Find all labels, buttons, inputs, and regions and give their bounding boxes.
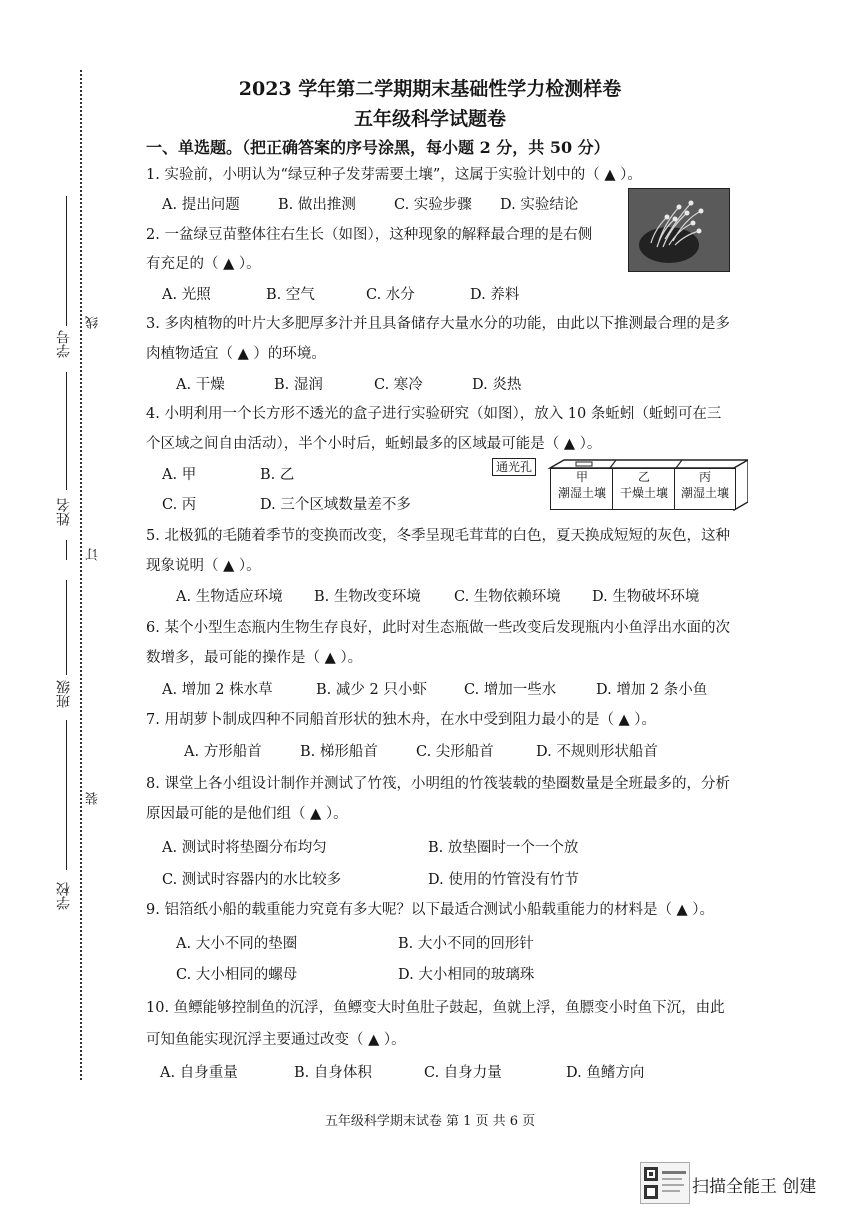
question-9-stem: 9. 铝箔纸小船的载重能力究竟有多大呢？以下最适合测试小船载重能力的材料是（ ▲ ）。	[146, 902, 715, 918]
binding-mark-ding: 订	[86, 548, 101, 561]
question-9-option-b: B. 大小不同的回形针	[398, 936, 534, 952]
question-6-option-d: D. 增加 2 条小鱼	[596, 682, 708, 698]
class-line-upper	[66, 580, 67, 675]
question-8-option-c: C. 测试时容器内的水比较多	[162, 872, 342, 888]
question-2-stem-line1: 2. 一盆绿豆苗整体往右生长（如图），这种现象的解释最合理的是右侧	[146, 227, 593, 243]
question-7-option-c: C. 尖形船首	[416, 744, 494, 760]
question-2-option-d: D. 养料	[470, 287, 520, 303]
question-1-option-b: B. 做出推测	[278, 197, 356, 213]
question-3-option-a: A. 干燥	[176, 377, 225, 393]
student-id-label: 学号	[56, 330, 72, 358]
question-8-option-d: D. 使用的竹管没有竹节	[428, 872, 579, 888]
question-7-stem: 7. 用胡萝卜制成四种不同船首形状的独木舟，在水中受到阻力最小的是（ ▲ ）。	[146, 712, 657, 728]
question-3-option-d: D. 炎热	[472, 377, 522, 393]
question-2-option-b: B. 空气	[266, 287, 315, 303]
question-10-option-a: A. 自身重量	[160, 1065, 238, 1081]
zone-yi-name: 乙	[637, 470, 650, 484]
zone-bing-name: 丙	[698, 470, 711, 484]
question-3-stem-line2: 肉植物适宜（ ▲ ）的环境。	[146, 346, 326, 362]
question-1-option-d: D. 实验结论	[500, 197, 579, 213]
question-5-stem-line2: 现象说明（ ▲ ）。	[146, 558, 261, 574]
class-label: 班级	[56, 680, 72, 708]
question-1-option-c: C. 实验步骤	[394, 197, 472, 213]
exam-subtitle: 五年级科学试题卷	[353, 108, 506, 130]
question-7-option-a: A. 方形船首	[184, 744, 262, 760]
question-6-option-c: C. 增加一些水	[464, 682, 557, 698]
school-line	[66, 850, 67, 870]
page-footer: 五年级科学期末试卷 第 1 页 共 6 页	[324, 1114, 536, 1129]
zone-yi-soil: 干燥土壤	[619, 486, 668, 500]
question-1-option-a: A. 提出问题	[162, 197, 240, 213]
section-heading: 一、单选题。（把正确答案的序号涂黑，每小题 2 分，共 50 分）	[146, 138, 610, 157]
question-10-stem-line1: 10. 鱼鳔能够控制鱼的沉浮，鱼鳔变大时鱼肚子鼓起，鱼就上浮，鱼膘变小时鱼下沉，由此	[146, 1000, 725, 1016]
question-5-stem-line1: 5. 北极狐的毛随着季节的变换而改变，冬季呈现毛茸茸的白色，夏天换成短短的灰色，这种	[146, 528, 730, 544]
question-4-option-d: D. 三个区域数量差不多	[260, 497, 411, 513]
question-9-option-c: C. 大小相同的螺母	[176, 967, 298, 983]
question-5-option-c: C. 生物依赖环境	[454, 589, 561, 605]
question-2-option-a: A. 光照	[162, 287, 211, 303]
zone-jia-name: 甲	[575, 470, 588, 484]
binding-dotted-line	[80, 70, 82, 1080]
question-10-option-b: B. 自身体积	[294, 1065, 372, 1081]
zone-yi	[612, 468, 676, 510]
question-9-option-a: A. 大小不同的垫圈	[176, 936, 298, 952]
question-2-option-c: C. 水分	[366, 287, 415, 303]
question-7-option-d: D. 不规则形状船首	[536, 744, 658, 760]
name-line	[66, 372, 67, 490]
zone-jia	[550, 468, 614, 510]
scanner-logo-icon	[640, 1162, 690, 1204]
question-4-option-b: B. 乙	[260, 467, 295, 483]
binding-mark-line: 线	[86, 316, 101, 329]
question-1-stem: 1. 实验前，小明认为“绿豆种子发芽需要土壤”，这属于实验计划中的（ ▲ ）。	[146, 167, 642, 183]
question-7-option-b: B. 梯形船首	[300, 744, 378, 760]
question-3-option-c: C. 寒冷	[374, 377, 423, 393]
question-2-stem-line2: 有充足的（ ▲ ）。	[146, 256, 261, 272]
question-6-option-b: B. 减少 2 只小虾	[316, 682, 427, 698]
question-4-option-a: A. 甲	[162, 467, 197, 483]
zone-bing-soil: 潮湿土壤	[680, 486, 729, 500]
question-6-option-a: A. 增加 2 株水草	[162, 682, 273, 698]
question-3-option-b: B. 湿润	[274, 377, 323, 393]
binding-mark-zhuang: 装	[86, 792, 101, 805]
question-4-stem-line2: 个区域之间自由活动），半个小时后，蚯蚓最多的区域最可能是（ ▲ ）。	[146, 436, 602, 452]
question-3-stem-line1: 3. 多肉植物的叶片大多肥厚多汁并且具备储存大量水分的功能，由此以下推测最合理的是多	[146, 316, 730, 332]
scanner-watermark: 扫描全能王 创建	[692, 1177, 817, 1197]
school-label: 学校	[56, 882, 72, 910]
exam-title: 2023 学年第二学期期末基础性学力检测样卷	[238, 78, 622, 100]
question-10-option-c: C. 自身力量	[424, 1065, 502, 1081]
question-8-option-b: B. 放垫圈时一个一个放	[428, 840, 579, 856]
question-5-option-b: B. 生物改变环境	[314, 589, 421, 605]
question-5-option-d: D. 生物破坏环境	[592, 589, 700, 605]
question-5-option-a: A. 生物适应环境	[176, 589, 283, 605]
zone-bing	[674, 468, 736, 510]
earthworm-box-figure	[492, 458, 748, 518]
question-8-option-a: A. 测试时将垫圈分布均匀	[162, 840, 327, 856]
student-id-line	[66, 196, 67, 326]
class-line-lower	[66, 720, 67, 860]
question-9-option-d: D. 大小相同的玻璃珠	[398, 967, 535, 983]
light-hole-label: 通光孔	[492, 458, 536, 476]
question-10-stem-line2: 可知鱼能实现沉浮主要通过改变（ ▲ ）。	[146, 1032, 406, 1048]
question-6-stem-line1: 6. 某个小型生态瓶内生物生存良好，此时对生态瓶做一些改变后发现瓶内小鱼浮出水面的次	[146, 620, 730, 636]
seedling-photo	[628, 188, 730, 272]
name-label: 姓名	[56, 498, 72, 526]
question-6-stem-line2: 数增多，最可能的操作是（ ▲ ）。	[146, 650, 363, 666]
question-4-stem-line1: 4. 小明利用一个长方形不透光的盒子进行实验研究（如图），放入 10 条蚯蚓（蚯蚓可在三	[146, 406, 722, 422]
question-10-option-d: D. 鱼鳍方向	[566, 1065, 645, 1081]
question-4-option-c: C. 丙	[162, 497, 197, 513]
zone-jia-soil: 潮湿土壤	[557, 486, 606, 500]
question-8-stem-line1: 8. 课堂上各小组设计制作并测试了竹筏，小明组的竹筏装载的垫圈数量是全班最多的，分析	[146, 776, 730, 792]
question-8-stem-line2: 原因最可能的是他们组（ ▲ ）。	[146, 806, 348, 822]
name-line-lower	[66, 540, 67, 560]
